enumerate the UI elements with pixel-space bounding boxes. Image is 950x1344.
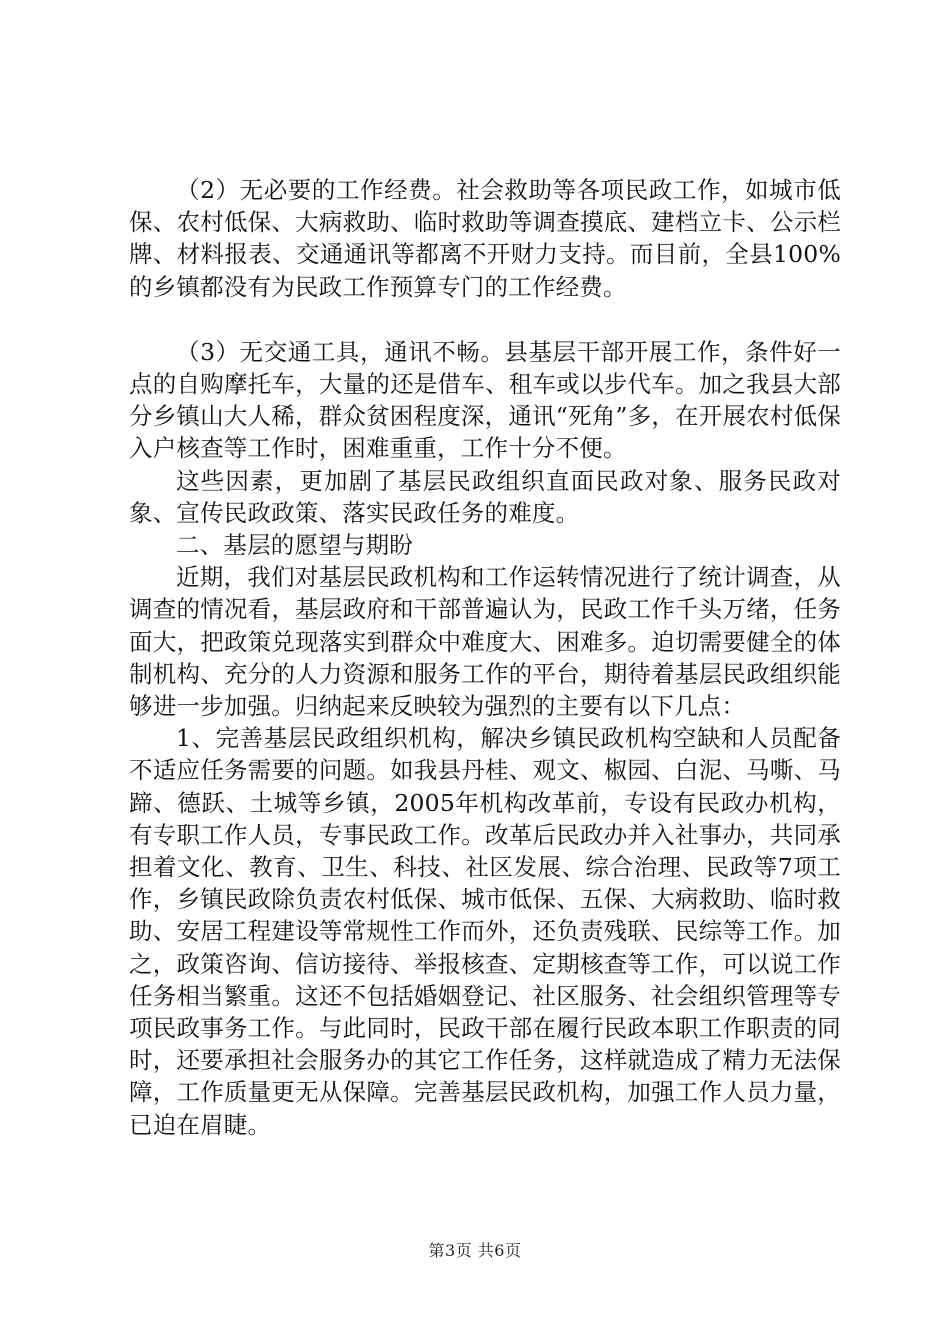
paragraph-point-1: 1、完善基层民政组织机构，解决乡镇民政机构空缺和人员配备不适应任务需要的问题。如我县丹桂、观文、椒园、白泥、马嘶、马蹄、德跃、土城等乡镇，2005年机构改革前，专设有民政办机构，有专职工作人员，专事民政工作。改革后民政办并入社事办，共同承担着文化、教育、卫生、科技、社区发展、综合治理、民政等7项工作，乡镇民政除负责农村低保、城市低保、五保、大病救助、临时救助、安居工程建设等常规性工作而外，还负责残联、民综等工作。加之，政策咨询、信访接待、举报核查、定期核查等工作，可以说工作任务相当繁重。这还不包括婚姻登记、社区服务、社会组织管理等专项民政事务工作。与此同时，民政干部在履行民政本职工作职责的同时，还要承担社会服务办的其它工作任务，这样就造成了精力无法保障，工作质量更无从保障。完善基层民政机构，加强工作人员力量，已迫在眉睫。 xyxy=(129,724,841,1139)
paragraph-gap xyxy=(129,303,841,336)
section-heading: 二、基层的愿望与期盼 xyxy=(176,531,413,560)
paragraph-factors: 这些因素，更加剧了基层民政组织直面民政对象、服务民政对象、宣传民政政策、落实民政任务的难度。 xyxy=(129,466,841,527)
paragraph-survey: 近期，我们对基层民政机构和工作运转情况进行了统计调查，从调查的情况看，基层政府和干部普遍认为，民政工作千头万绪，任务面大，把政策兑现落实到群众中难度大、困难多。迫切需要健全的体制机构、充分的人力资源和服务工作的平台，期待着基层民政组织能够进一步加强。归纳起来反映较为强烈的主要有以下几点： xyxy=(129,563,841,721)
paragraph-funding: （2）无必要的工作经费。社会救助等各项民政工作，如城市低保、农村低保、大病救助、临时救助等调查摸底、建档立卡、公示栏牌、材料报表、交通通讯等都离不开财力支持。而目前，全县100%的乡镇都没有为民政工作预算专门的工作经费。 xyxy=(129,176,841,301)
page-footer: 第3页 共6页 xyxy=(428,1241,522,1260)
paragraph-transport: （3）无交通工具，通讯不畅。县基层干部开展工作，条件好一点的自购摩托车，大量的还是借车、租车或以步代车。加之我县大部分乡镇山大人稀，群众贫困程度深，通讯“死角”多，在开展农村低保入户核查等工作时，困难重重，工作十分不便。 xyxy=(129,337,841,463)
document-body xyxy=(129,174,841,1141)
